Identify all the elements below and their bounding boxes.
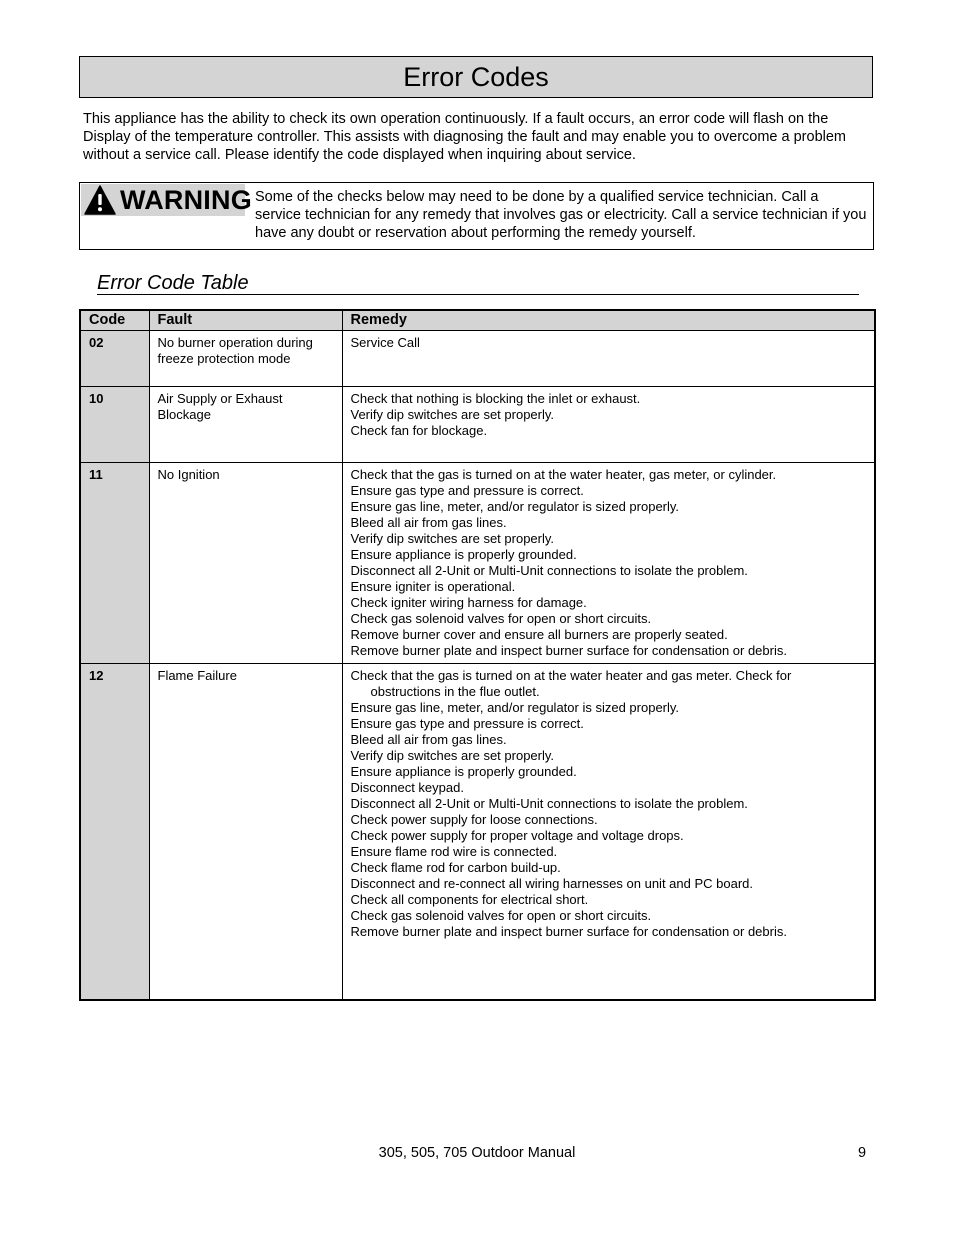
remedy-line: Ensure appliance is properly grounded. — [350, 764, 577, 779]
remedy-line: Check power supply for loose connections. — [350, 812, 598, 827]
warning-word: WARNING — [120, 184, 252, 215]
remedy-line: Ensure appliance is properly grounded. — [350, 547, 577, 562]
remedy-line: Check all components for electrical short. — [350, 892, 589, 907]
table-row — [80, 463, 875, 664]
header-code: Code — [80, 310, 149, 331]
fault-cell — [149, 331, 342, 387]
section-title-text: Error Code Table — [97, 272, 249, 294]
remedy-line: Ensure flame rod wire is connected. — [350, 844, 558, 859]
fault-cell — [149, 387, 342, 463]
remedy-line: Remove burner plate and inspect burner surface for condensation or debris. — [350, 924, 787, 939]
fault-text: No Ignition — [157, 467, 220, 482]
table-row — [80, 387, 875, 463]
remedy-line: Disconnect keypad. — [350, 780, 464, 795]
code-cell — [80, 331, 149, 387]
code-value: 12 — [89, 668, 104, 683]
remedy-line: Check power supply for proper voltage and voltage drops. — [350, 828, 684, 843]
header-fault: Fault — [149, 310, 342, 331]
remedy-cell — [342, 387, 875, 463]
footer-page-number: 9 — [858, 1145, 867, 1161]
code-cell — [80, 463, 149, 664]
remedy-line: Remove burner plate and inspect burner surface for condensation or debris. — [350, 643, 787, 658]
table-header-row — [80, 310, 875, 331]
remedy-line: Check that the gas is turned on at the water heater and gas meter. Check for obstructions in the flue outlet. — [350, 668, 792, 699]
code-cell — [80, 664, 149, 1000]
remedy-line: Disconnect all 2-Unit or Multi-Unit connections to isolate the problem. — [350, 796, 748, 811]
fault-cell — [149, 463, 342, 664]
footer-manual-title: 305, 505, 705 Outdoor Manual — [378, 1145, 576, 1161]
fault-text: Flame Failure — [157, 668, 237, 683]
code-value: 11 — [89, 467, 103, 482]
remedy-line: Disconnect and re-connect all wiring harnesses on unit and PC board. — [350, 876, 754, 891]
remedy-cell — [342, 331, 875, 387]
page-title: Error Codes — [403, 61, 549, 92]
remedy-cell — [342, 463, 875, 664]
remedy-line: Verify dip switches are set properly. — [350, 531, 555, 546]
remedy-line: Ensure gas type and pressure is correct. — [350, 483, 584, 498]
remedy-line: Service Call — [350, 335, 420, 350]
warning-label — [81, 184, 252, 216]
table-row — [80, 331, 875, 387]
remedy-line: Check that the gas is turned on at the water heater, gas meter, or cylinder. — [350, 467, 777, 482]
header-remedy: Remedy — [342, 310, 875, 331]
code-cell — [80, 387, 149, 463]
remedy-cell — [342, 664, 875, 1000]
remedy-line: Verify dip switches are set properly. — [350, 748, 555, 763]
remedy-line: Check flame rod for carbon build-up. — [350, 860, 561, 875]
intro-paragraph: This appliance has the ability to check its own operation continuously. If a fault occurs, an error code will flash on the Display of the temperature controller. This assists with diagnosing the fault and may enable you to overcome a problem without a service call. Please identify the code displayed when inquiring about service. — [83, 111, 846, 163]
section-title — [97, 272, 859, 295]
code-value: 02 — [89, 335, 104, 350]
remedy-line: Disconnect all 2-Unit or Multi-Unit connections to isolate the problem. — [350, 563, 748, 578]
error-code-table — [79, 309, 876, 1001]
remedy-line: Check that nothing is blocking the inlet or exhaust. — [350, 391, 641, 406]
remedy-line: Ensure gas type and pressure is correct. — [350, 716, 584, 731]
remedy-line: Verify dip switches are set properly. — [350, 407, 555, 422]
title-banner — [79, 56, 873, 98]
remedy-line: Bleed all air from gas lines. — [350, 732, 507, 747]
warning-triangle-icon — [84, 185, 116, 215]
fault-text: No burner operation during freeze protection mode — [157, 335, 313, 366]
warning-text: Some of the checks below may need to be done by a qualified service technician. Call a service technician for any remedy that involves gas or electricity. Call a service technician if you have any doubt or reservation about performing the remedy yourself. — [255, 189, 867, 241]
remedy-line: Check gas solenoid valves for open or short circuits. — [350, 908, 652, 923]
remedy-line: Check igniter wiring harness for damage. — [350, 595, 587, 610]
remedy-line: Ensure igniter is operational. — [350, 579, 516, 594]
remedy-line: Remove burner cover and ensure all burners are properly seated. — [350, 627, 728, 642]
fault-text: Air Supply or Exhaust Blockage — [157, 391, 283, 422]
remedy-line: Bleed all air from gas lines. — [350, 515, 507, 530]
remedy-line: Ensure gas line, meter, and/or regulator is sized properly. — [350, 499, 680, 514]
fault-cell — [149, 664, 342, 1000]
remedy-line: Ensure gas line, meter, and/or regulator is sized properly. — [350, 700, 680, 715]
table-row — [80, 664, 875, 1000]
code-value: 10 — [89, 391, 104, 406]
remedy-line: Check fan for blockage. — [350, 423, 488, 438]
warning-box — [79, 182, 874, 250]
remedy-line: Check gas solenoid valves for open or short circuits. — [350, 611, 652, 626]
